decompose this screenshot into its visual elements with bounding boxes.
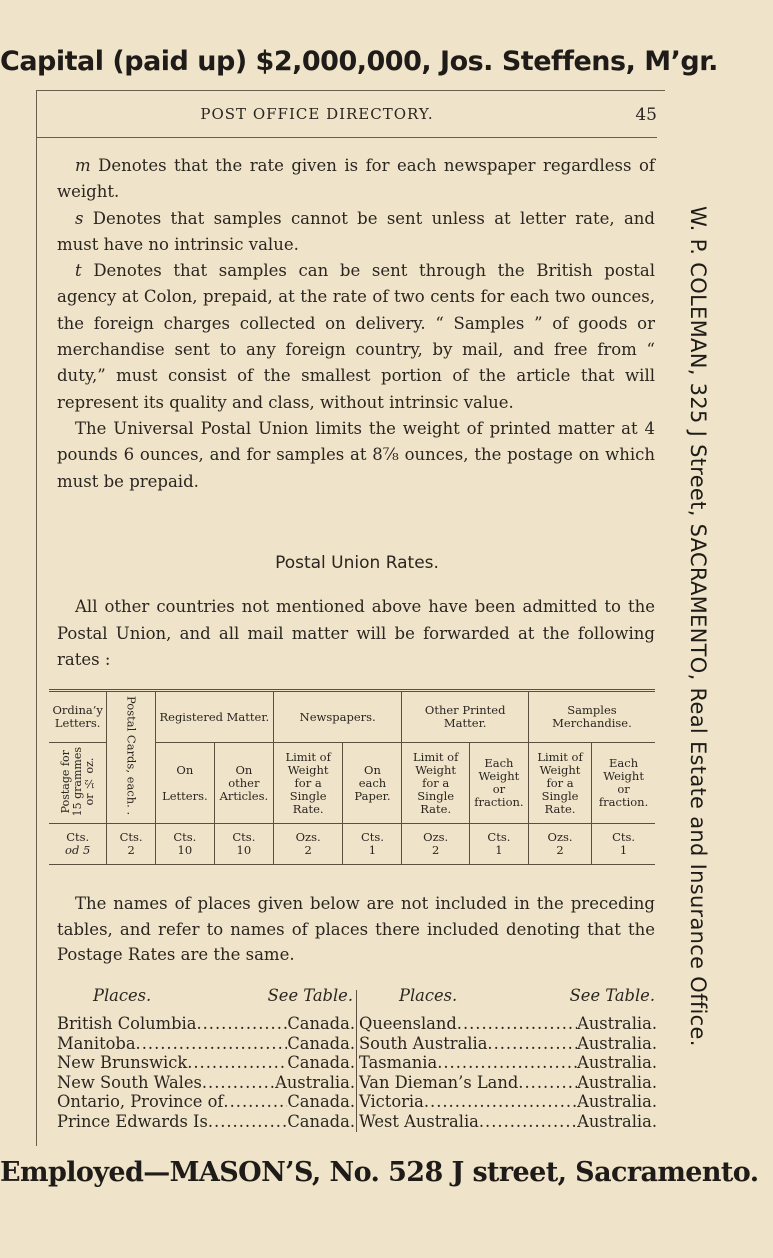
see-table-value: Australia. [577, 1072, 657, 1092]
place-row [359, 1112, 657, 1132]
rate-value-cell [49, 824, 107, 865]
place-name: Van Dieman’s Land [359, 1072, 519, 1092]
place-name: Ontario, Province of [57, 1092, 224, 1112]
see-table-value: Australia. [577, 1053, 657, 1073]
places-header-table: See Table. [569, 986, 655, 1005]
see-table-value: Canada. [287, 1111, 355, 1131]
intro-paragraph: All other countries not mentioned above have been admitted to the Postal Union, and all mail matter will be forwarded at the following rates : [57, 597, 655, 669]
place-name: West Australia [359, 1111, 479, 1131]
places-paragraph: The names of places given below are not included in the preceding tables, and refer to names of places there included denoting that the Postage Rates are the same. [57, 894, 655, 964]
rate-unit: Cts. [173, 830, 197, 844]
leader-dots [518, 1073, 577, 1093]
note-text: Denotes that samples can be sent through the British postal agency at Colon, prepaid, at the rate of two cents for each two ounces, the foreign charges collected on delivery. “ Samples ” of goods or merchandise sent to any foreign country, by mail, and free from “ duty,” must consist of the smallest portion of the article that will represent its quality and class, without intrinsic value. [57, 261, 655, 412]
see-table-value: Canada. [287, 1092, 355, 1112]
place-row [57, 1112, 355, 1132]
place-name: New Brunswick [57, 1053, 188, 1073]
rate-value-cell [592, 824, 655, 865]
note-mark: m [75, 156, 91, 175]
header-newspapers: Newspapers. [273, 691, 402, 743]
rate-value-cell [528, 824, 591, 865]
header-postal-cards [107, 691, 155, 824]
rate-value: 2 [304, 843, 312, 857]
rate-value: 1 [495, 843, 503, 857]
place-row [359, 1092, 657, 1112]
leader-dots [437, 1053, 577, 1073]
places-column-right [359, 986, 657, 1132]
rate-unit: Cts. [487, 830, 511, 844]
places-header [57, 986, 355, 1014]
column-divider [356, 990, 357, 1132]
ordinary-postage-label: Postage for 15 grammes or ½ oz. [58, 746, 96, 817]
note-text: Denotes that samples cannot be sent unless at letter rate, and must have no intrinsic value. [57, 208, 655, 254]
see-table-value: Australia. [275, 1072, 355, 1092]
header-other-printed: Other Printed Matter. [402, 691, 528, 743]
page-number: 45 [635, 105, 657, 125]
rate-unit: Cts. [66, 830, 90, 844]
header-ordinary-letters: Ordina’y Letters. [49, 691, 107, 743]
sub-samples-each: Each Weight or fraction. [592, 743, 655, 824]
place-name: New South Wales [57, 1072, 202, 1092]
leader-dots [479, 1112, 577, 1132]
see-table-value: Australia. [577, 1111, 657, 1131]
rate-unit: Ozs. [295, 830, 321, 844]
leader-dots [457, 1014, 577, 1034]
rate-value-cell [273, 824, 343, 865]
sub-ordinary [49, 743, 107, 824]
leader-dots [187, 1053, 287, 1073]
rate-value: 1 [619, 843, 628, 857]
places-header-place: Places. [399, 986, 458, 1005]
header-registered: Registered Matter. [155, 691, 273, 743]
leader-dots [136, 1034, 288, 1054]
leader-dots [223, 1092, 287, 1112]
leader-dots [202, 1073, 275, 1093]
rate-value-cell [214, 824, 273, 865]
top-advertisement-banner: Capital (paid up) $2,000,000, Jos. Steffens, M’gr. [0, 46, 718, 77]
sub-reg-letters: On Letters. [155, 743, 214, 824]
place-row [57, 1053, 355, 1073]
note-s [57, 206, 655, 259]
rate-unit: Cts. [119, 830, 143, 844]
places-header-table: See Table. [267, 986, 353, 1005]
place-row [359, 1053, 657, 1073]
note-mark: s [75, 208, 84, 228]
sub-news-limit: Limit of Weight for a Single Rate. [273, 743, 343, 824]
sub-news-each: On each Paper. [343, 743, 402, 824]
rate-unit: Ozs. [423, 830, 449, 844]
sub-reg-other: On other Articles. [214, 743, 273, 824]
place-row [57, 1073, 355, 1093]
rate-unit: Cts. [612, 830, 636, 844]
see-table-value: Canada. [287, 1033, 355, 1053]
rate-value-cell [107, 824, 155, 865]
rate-value-cell [402, 824, 469, 865]
note-t [57, 258, 655, 416]
places-header [359, 986, 657, 1014]
rate-value: 10 [236, 843, 252, 857]
postal-cards-label: Postal Cards, each. . [124, 696, 139, 816]
directory-page [36, 90, 665, 1146]
see-table-value: Canada. [287, 1053, 355, 1073]
header-samples: Samples Merchandise. [528, 691, 655, 743]
upu-paragraph: The Universal Postal Union limits the weight of printed matter at 4 pounds 6 ounces, and for samples at 8⅞ ounces, the postage on which must be prepaid. [57, 418, 655, 491]
head-rule [37, 137, 657, 138]
note-mark: t [75, 261, 82, 281]
rate-value: 2 [127, 843, 135, 857]
place-row [359, 1034, 657, 1054]
rate-value: 10 [177, 843, 193, 857]
sub-printed-limit: Limit of Weight for a Single Rate. [402, 743, 469, 824]
places-column-left [57, 986, 355, 1132]
place-row [359, 1073, 657, 1093]
place-row [57, 1034, 355, 1054]
places-header-place: Places. [93, 986, 152, 1005]
see-table-value: Australia. [577, 1033, 657, 1053]
see-table-value: Australia. [577, 1014, 657, 1033]
rate-value-cell [343, 824, 402, 865]
place-name: Tasmania [359, 1053, 438, 1073]
running-head [37, 105, 657, 129]
rate-value-cell [155, 824, 214, 865]
place-row [359, 1014, 657, 1034]
side-advertisement-banner: W. P. COLEMAN, 325 J Street, SACRAMENTO, Real Estate and Insurance Office. [686, 205, 710, 1047]
see-table-value: Australia. [577, 1092, 657, 1112]
rates-table [49, 689, 655, 865]
place-name: South Australia [359, 1033, 488, 1053]
leader-dots [196, 1014, 287, 1034]
place-name: Victoria [359, 1092, 424, 1112]
rate-value-cell [469, 824, 528, 865]
rate-values-row [49, 824, 655, 865]
notes-section [57, 153, 655, 495]
rate-unit: Ozs. [547, 830, 573, 844]
place-name: Manitoba [57, 1033, 136, 1053]
place-name: Prince Edwards Is [57, 1111, 208, 1131]
place-row [57, 1092, 355, 1112]
rate-unit: Cts. [232, 830, 256, 844]
leader-dots [487, 1034, 577, 1054]
rate-unit: Cts. [360, 830, 384, 844]
place-row [57, 1014, 355, 1034]
rate-value: 1 [368, 843, 377, 857]
sub-printed-each: Each Weight or fraction. [469, 743, 528, 824]
sub-samples-limit: Limit of Weight for a Single Rate. [528, 743, 591, 824]
running-title: POST OFFICE DIRECTORY. [200, 105, 434, 123]
rate-value: 2 [432, 843, 440, 857]
rate-value: 2 [556, 843, 564, 857]
see-table-value: Canada. [287, 1014, 355, 1033]
place-name: Queensland [359, 1014, 457, 1033]
note-text: Denotes that the rate given is for each newspaper regardless of weight. [57, 156, 655, 202]
place-name: British Columbia [57, 1014, 197, 1033]
leader-dots [424, 1092, 577, 1112]
leader-dots [208, 1112, 287, 1132]
note-m [57, 153, 655, 206]
rate-value: od 5 [65, 843, 91, 857]
section-title: Postal Union Rates. [275, 553, 439, 573]
bottom-advertisement-banner: Employed—MASON’S, No. 528 J street, Sacramento. [0, 1157, 759, 1188]
